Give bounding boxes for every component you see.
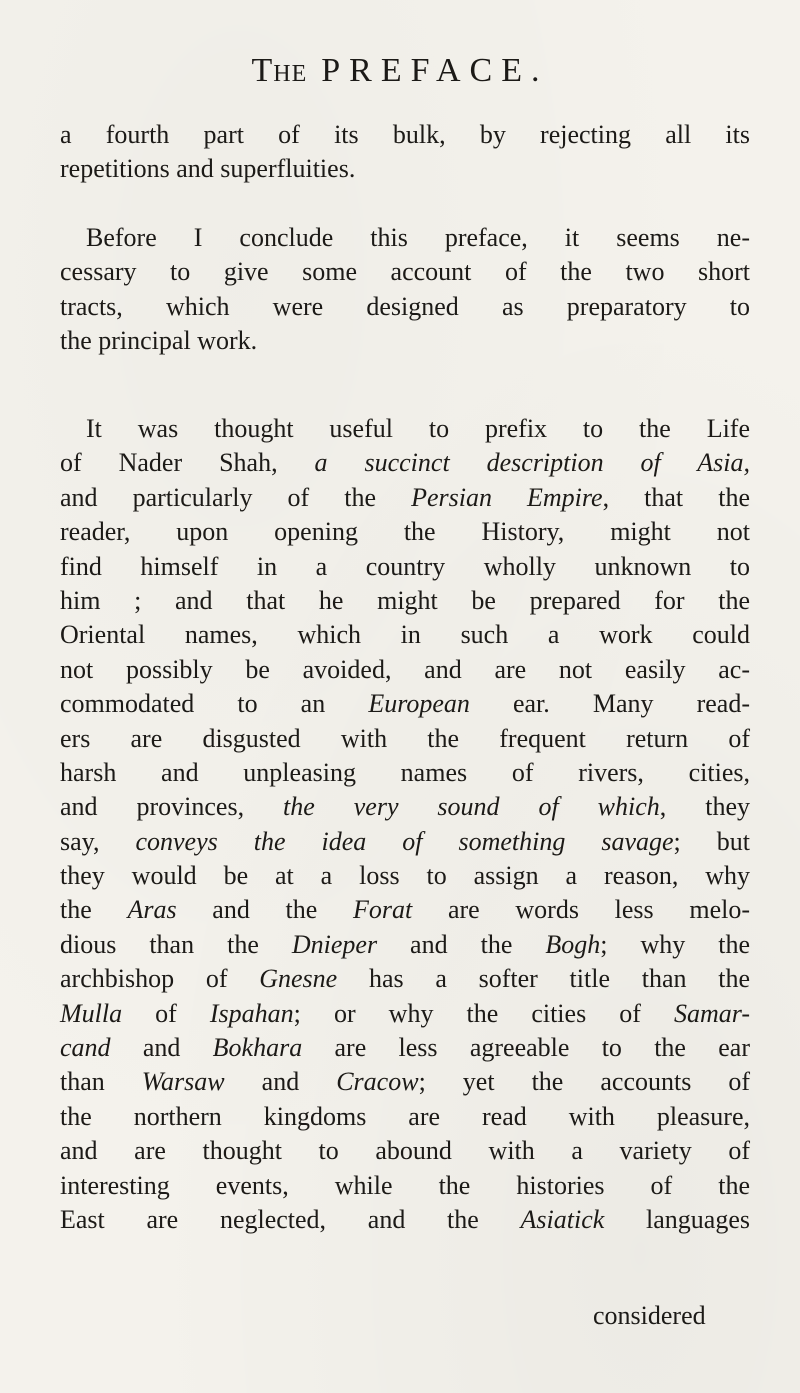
- italic-run: Samar-: [673, 998, 750, 1028]
- text-line: [60, 997, 750, 1031]
- italic-run: a succinct description of Asia,: [314, 448, 750, 478]
- text-line: [60, 687, 750, 721]
- text-line: [60, 928, 750, 962]
- text-line: the principal work.: [60, 326, 258, 356]
- text-run: commodated to an: [60, 689, 369, 719]
- text-line: [60, 825, 750, 859]
- text-line: interesting events, while the histories of the: [60, 1170, 750, 1200]
- text-run: say,: [60, 826, 136, 856]
- catchword: considered: [593, 1301, 706, 1330]
- italic-run: Gnesne: [259, 964, 338, 994]
- italic-run: Warsaw: [141, 1067, 225, 1097]
- text-run: are words less melo-: [412, 895, 750, 925]
- text-run: and the: [377, 929, 546, 959]
- italic-run: the very sound of which: [283, 792, 660, 822]
- italic-run: Persian Empire: [411, 482, 603, 512]
- text-run: than: [60, 1067, 142, 1097]
- text-run: has a softer title than the: [337, 964, 750, 994]
- text-line: reader, upon opening the History, might not: [60, 517, 750, 547]
- text-run: of: [122, 998, 210, 1028]
- text-line: the northern kingdoms are read with pleasure,: [60, 1101, 750, 1131]
- text-run: , that the: [602, 482, 750, 512]
- text-run: and the: [176, 895, 354, 925]
- text-line: not possibly be avoided, and are not easily ac-: [60, 654, 750, 684]
- text-line: Oriental names, which in such a work could: [60, 620, 750, 650]
- text-run: ear. Many read-: [469, 689, 750, 719]
- text-line: tracts, which were designed as preparatory to: [60, 291, 750, 321]
- text-line: [60, 962, 750, 996]
- text-line: and are thought to abound with a variety of: [60, 1136, 750, 1166]
- text-line: find himself in a country wholly unknown to: [60, 551, 750, 581]
- text-run: ; why the: [600, 929, 751, 959]
- text-line: cessary to give some account of the two short: [60, 257, 750, 287]
- text-line: a fourth part of its bulk, by rejecting all its: [60, 120, 750, 149]
- text-run: the: [60, 895, 128, 925]
- paragraph-1: [60, 118, 750, 187]
- text-line: It was thought useful to prefix to the Life: [86, 414, 750, 443]
- text-line: [60, 1031, 750, 1065]
- italic-run: Forat: [353, 895, 413, 925]
- italic-run: Dnieper: [291, 929, 378, 959]
- text-run: and provinces,: [60, 792, 284, 822]
- italic-run: European: [368, 689, 470, 719]
- text-run: ; or why the cities of: [293, 998, 674, 1028]
- text-line: [60, 1203, 750, 1237]
- italic-run: conveys the idea of something savage: [135, 826, 674, 856]
- italic-run: Aras: [127, 895, 177, 925]
- text-line: [60, 446, 750, 480]
- text-line: Before I conclude this preface, it seems ne-: [86, 223, 750, 252]
- text-run: archbishop of: [60, 964, 260, 994]
- italic-run: Ispahan: [209, 998, 294, 1028]
- text-run: ; yet the accounts of: [418, 1067, 750, 1097]
- running-head-preface: PREFACE.: [321, 52, 549, 89]
- text-run: dious than the: [60, 929, 292, 959]
- running-head-the: The: [251, 52, 308, 89]
- running-head: [0, 52, 800, 90]
- paragraph-3: [60, 412, 750, 1237]
- text-line: [60, 790, 750, 824]
- text-line: [60, 481, 750, 515]
- text-line: harsh and unpleasing names of rivers, cities,: [60, 757, 750, 787]
- text-run: ; but: [673, 826, 750, 856]
- text-run: East are neglected, and the: [60, 1204, 521, 1234]
- text-run: of Nader Shah,: [60, 448, 315, 478]
- italic-run: Bogh: [545, 929, 601, 959]
- italic-run: Bokhara: [212, 1033, 303, 1063]
- text-run: are less agreeable to the ear: [302, 1033, 750, 1063]
- italic-run: Cracow: [336, 1067, 419, 1097]
- text-line: ers are disgusted with the frequent return of: [60, 723, 750, 753]
- text-line: him ; and that he might be prepared for the: [60, 585, 750, 615]
- text-run: , they: [659, 792, 751, 822]
- text-line: repetitions and superfluities.: [60, 154, 356, 184]
- text-run: and particularly of the: [60, 482, 412, 512]
- italic-run: Asiatick: [520, 1204, 605, 1234]
- italic-run: Mulla: [60, 998, 123, 1028]
- text-run: languages: [604, 1204, 750, 1234]
- text-line: [60, 893, 750, 927]
- text-run: and: [224, 1067, 337, 1097]
- text-line: they would be at a loss to assign a reason, why: [60, 861, 750, 891]
- italic-run: cand: [60, 1033, 111, 1063]
- paragraph-2: [60, 221, 750, 359]
- text-line: [60, 1065, 750, 1099]
- text-run: and: [110, 1033, 213, 1063]
